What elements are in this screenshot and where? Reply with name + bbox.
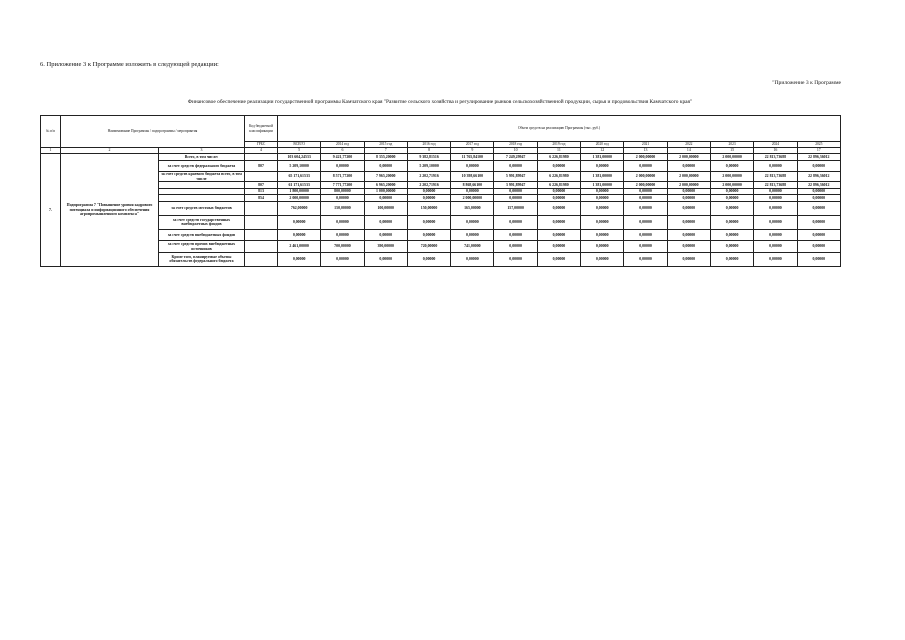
row-grbs <box>245 229 278 241</box>
value-cell: 7 771,77200 <box>321 182 364 189</box>
financing-table <box>40 115 841 267</box>
row-grbs: 854 <box>245 195 278 202</box>
value-cell: 0,00000 <box>537 160 580 172</box>
table-row <box>41 182 841 189</box>
row-label <box>159 182 245 189</box>
value-cell: 0,00000 <box>278 252 321 266</box>
row-label: за счет средств внебюджетных фондов <box>159 229 245 241</box>
row-label: за счет средств местных бюджетов <box>159 201 245 215</box>
value-cell: 0,00000 <box>624 201 667 215</box>
row-grbs <box>245 215 278 229</box>
header-num: № п/п <box>41 116 61 148</box>
header-year: 2020 год <box>581 142 624 148</box>
value-cell: 0,00000 <box>754 188 797 195</box>
column-number: 4 <box>245 148 278 154</box>
row-label: за счет средств прочих внебюджетных источников <box>159 241 245 253</box>
value-cell: 0,00000 <box>581 195 624 202</box>
value-cell: 0,00000 <box>797 201 840 215</box>
value-cell: 2 000,00000 <box>710 172 753 182</box>
value-cell: 0,00000 <box>581 215 624 229</box>
value-cell: 2 000,00000 <box>624 182 667 189</box>
value-cell: 11 765,84100 <box>451 154 494 161</box>
header-code: Код бюджетной классификации <box>245 116 278 142</box>
value-cell: 22 896,36012 <box>797 172 840 182</box>
value-cell: 3 991,89947 <box>494 182 537 189</box>
value-cell: 0,00000 <box>581 188 624 195</box>
table-row <box>41 229 841 241</box>
value-cell: 0,00000 <box>710 195 753 202</box>
value-cell: 0,00000 <box>624 252 667 266</box>
value-cell: 390,00000 <box>364 241 407 253</box>
value-cell: 6 226,81980 <box>537 182 580 189</box>
value-cell: 0,00000 <box>710 201 753 215</box>
value-cell: 0,00000 <box>667 241 710 253</box>
value-cell: 0,00000 <box>537 252 580 266</box>
row-label: за счет средств государственных внебюджетных фондов <box>159 215 245 229</box>
value-cell: 150,00000 <box>407 201 450 215</box>
column-number: 11 <box>537 148 580 154</box>
table-row <box>41 215 841 229</box>
value-cell: 22 813,73688 <box>754 154 797 161</box>
value-cell: 2 202,71916 <box>407 172 450 182</box>
value-cell: 0,00000 <box>364 252 407 266</box>
value-cell: 2 000,00000 <box>710 154 753 161</box>
value-cell: 22 813,73688 <box>754 172 797 182</box>
value-cell: 700,00000 <box>321 241 364 253</box>
header-name: Наименование Программы / подпрограммы / мероприятия <box>61 116 245 148</box>
header-year: 2025 <box>797 142 840 148</box>
header-year: 2021 <box>624 142 667 148</box>
value-cell: 0,00000 <box>581 201 624 215</box>
value-cell: 0,00000 <box>667 160 710 172</box>
value-cell: 0,00000 <box>754 215 797 229</box>
column-number: 6 <box>321 148 364 154</box>
value-cell: 6 965,20000 <box>364 182 407 189</box>
value-cell: 0,00000 <box>407 215 450 229</box>
value-cell: 0,00000 <box>667 201 710 215</box>
row-label <box>159 188 245 195</box>
table-row <box>41 188 841 195</box>
value-cell: 0,00000 <box>667 229 710 241</box>
value-cell: 2 000,00000 <box>710 182 753 189</box>
row-label: за счет средств краевого бюджета всего, в том числе <box>159 172 245 182</box>
value-cell: 2 000,00000 <box>278 195 321 202</box>
value-cell: 0,00000 <box>754 252 797 266</box>
value-cell: 0,00000 <box>581 160 624 172</box>
row-grbs: 813 <box>245 188 278 195</box>
column-number: 12 <box>581 148 624 154</box>
value-cell: 100,00000 <box>364 201 407 215</box>
value-cell: 0,00000 <box>537 241 580 253</box>
value-cell: 61 171,61533 <box>278 182 321 189</box>
value-cell: 1 381,00000 <box>581 154 624 161</box>
header-year: 2024 <box>754 142 797 148</box>
value-cell: 0,00000 <box>624 188 667 195</box>
row-grbs <box>245 252 278 266</box>
value-cell: 741,00000 <box>451 241 494 253</box>
value-cell: 0,00000 <box>494 252 537 266</box>
value-cell: 0,00000 <box>451 229 494 241</box>
row-label: Всего, в том числе: <box>159 154 245 161</box>
value-cell: 0,00000 <box>364 160 407 172</box>
value-cell: 0,00000 <box>537 201 580 215</box>
value-cell: 0,00000 <box>797 252 840 266</box>
value-cell: 0,00000 <box>451 252 494 266</box>
value-cell: 0,00000 <box>754 201 797 215</box>
header-year: 2022 <box>667 142 710 148</box>
value-cell: 0,00000 <box>624 229 667 241</box>
value-cell: 0,00000 <box>624 195 667 202</box>
value-cell: 0,00000 <box>797 160 840 172</box>
header-year: 2016 год <box>407 142 450 148</box>
value-cell: 0,00000 <box>407 195 450 202</box>
value-cell: 0,00000 <box>451 160 494 172</box>
value-cell: 0,00000 <box>797 215 840 229</box>
row-grbs <box>245 154 278 161</box>
appendix-label: "Приложение 3 к Программе <box>772 80 841 86</box>
value-cell: 0,00000 <box>581 241 624 253</box>
table-row <box>41 201 841 215</box>
header-year: 2017 год <box>451 142 494 148</box>
value-cell: 9 382,81516 <box>407 154 450 161</box>
value-cell: 0,00000 <box>624 241 667 253</box>
header-year: 2018 год <box>494 142 537 148</box>
value-cell: 0,00000 <box>667 188 710 195</box>
header-grbs: ГРБС <box>245 142 278 148</box>
value-cell: 0,00000 <box>494 195 537 202</box>
value-cell: 150,00000 <box>321 201 364 215</box>
value-cell: 800,00000 <box>321 188 364 195</box>
value-cell: 0,00000 <box>710 252 753 266</box>
value-cell: 8 355,20000 <box>364 154 407 161</box>
value-cell: 0,00000 <box>667 195 710 202</box>
column-number: 14 <box>667 148 710 154</box>
value-cell: 0,00000 <box>364 215 407 229</box>
value-cell: 2 000,00000 <box>624 154 667 161</box>
column-number: 15 <box>710 148 753 154</box>
value-cell: 0,00000 <box>537 195 580 202</box>
value-cell: 0,00000 <box>321 160 364 172</box>
value-cell: 0,00000 <box>797 188 840 195</box>
intro-text: 6. Приложение 3 к Программе изложить в следующей редакции: <box>40 61 219 68</box>
value-cell: 8 868,66100 <box>451 182 494 189</box>
value-cell: 165,00000 <box>451 201 494 215</box>
value-cell: 6 226,81980 <box>537 172 580 182</box>
value-cell: 7 965,20000 <box>364 172 407 182</box>
row-grbs <box>245 201 278 215</box>
value-cell: 1 800,00000 <box>278 188 321 195</box>
row-grbs: 807 <box>245 160 278 172</box>
value-cell: 0,00000 <box>321 229 364 241</box>
header-year: 2023 <box>710 142 753 148</box>
row-grbs: 807 <box>245 182 278 189</box>
value-cell: 0,00000 <box>710 229 753 241</box>
value-cell: 0,00000 <box>710 188 753 195</box>
column-number: 5 <box>278 148 321 154</box>
value-cell: 0,00000 <box>754 229 797 241</box>
value-cell: 1 381,00000 <box>581 182 624 189</box>
value-cell: 0,00000 <box>710 160 753 172</box>
value-cell: 0,00000 <box>710 215 753 229</box>
value-cell: 0,00000 <box>321 215 364 229</box>
value-cell: 5 209,10000 <box>407 160 450 172</box>
value-cell: 5 991,89947 <box>494 172 537 182</box>
value-cell: 8 571,77200 <box>321 172 364 182</box>
row-label: Кроме того, планируемые объемы обязательств федерального бюджета <box>159 252 245 266</box>
value-cell: 0,00000 <box>537 229 580 241</box>
value-cell: 2 000,00000 <box>667 172 710 182</box>
header-year: ВСЕГО <box>278 142 321 148</box>
value-cell: 1 000,00000 <box>364 188 407 195</box>
value-cell: 9 421,77200 <box>321 154 364 161</box>
row-grbs <box>245 172 278 182</box>
value-cell: 0,00000 <box>451 215 494 229</box>
value-cell: 2 000,00000 <box>624 172 667 182</box>
value-cell: 7 249,29947 <box>494 154 537 161</box>
row-label: за счет средств федерального бюджета <box>159 160 245 172</box>
table-row <box>41 154 841 161</box>
column-number: 10 <box>494 148 537 154</box>
header-year: 2015 год <box>364 142 407 148</box>
value-cell: 0,00000 <box>321 195 364 202</box>
value-cell: 0,00000 <box>537 188 580 195</box>
header-year: 2014 год <box>321 142 364 148</box>
column-number: 17 <box>797 148 840 154</box>
table-row <box>41 195 841 202</box>
value-cell: 0,00000 <box>407 188 450 195</box>
column-number: 2 <box>61 148 159 154</box>
column-number: 16 <box>754 148 797 154</box>
value-cell: 1 381,00000 <box>581 172 624 182</box>
section-name: Подпрограмма 7 "Повышение уровня кадрового потенциала и информационного обеспечения агропромышленного комплекса" <box>61 154 159 267</box>
header-volume: Объем средств на реализацию Программы (тыс. руб.) <box>278 116 841 142</box>
value-cell: 0,00000 <box>451 188 494 195</box>
value-cell: 6 226,81980 <box>537 154 580 161</box>
value-cell: 0,00000 <box>797 229 840 241</box>
section-number: 7. <box>41 154 61 267</box>
value-cell: 2 202,71916 <box>407 182 450 189</box>
value-cell: 5 209,10000 <box>278 160 321 172</box>
table-row <box>41 252 841 266</box>
value-cell: 0,00000 <box>321 252 364 266</box>
column-number: 3 <box>159 148 245 154</box>
row-grbs <box>245 241 278 253</box>
value-cell: 0,00000 <box>710 241 753 253</box>
table-row <box>41 160 841 172</box>
value-cell: 2 000,00000 <box>667 154 710 161</box>
value-cell: 103 604,24533 <box>278 154 321 161</box>
value-cell: 0,00000 <box>494 215 537 229</box>
value-cell: 0,00000 <box>407 229 450 241</box>
value-cell: 0,00000 <box>667 215 710 229</box>
value-cell: 0,00000 <box>797 241 840 253</box>
header-year: 2019 год <box>537 142 580 148</box>
value-cell: 0,00000 <box>581 252 624 266</box>
value-cell: 0,00000 <box>667 252 710 266</box>
value-cell: 0,00000 <box>278 229 321 241</box>
value-cell: 0,00000 <box>494 229 537 241</box>
value-cell: 0,00000 <box>364 195 407 202</box>
value-cell: 22 896,36012 <box>797 154 840 161</box>
column-number: 1 <box>41 148 61 154</box>
column-number: 13 <box>624 148 667 154</box>
value-cell: 0,00000 <box>494 188 537 195</box>
value-cell: 0,00000 <box>364 229 407 241</box>
row-label <box>159 195 245 202</box>
value-cell: 2 000,00000 <box>451 195 494 202</box>
value-cell: 720,00000 <box>407 241 450 253</box>
value-cell: 2 000,00000 <box>667 182 710 189</box>
header-row <box>41 116 841 142</box>
table-row <box>41 241 841 253</box>
value-cell: 22 896,36012 <box>797 182 840 189</box>
document-title: Финансовое обеспечение реализации государственной программы Камчатского края "Развитие сельского хозяйства и регулирование рынков сельскохозяйственной продукции, сырья и продовольствия Камчатского края" <box>187 99 693 105</box>
value-cell: 0,00000 <box>494 160 537 172</box>
table-row <box>41 172 841 182</box>
value-cell: 0,00000 <box>537 215 580 229</box>
value-cell: 2 461,00000 <box>278 241 321 253</box>
value-cell: 0,00000 <box>278 215 321 229</box>
value-cell: 0,00000 <box>624 160 667 172</box>
value-cell: 0,00000 <box>754 241 797 253</box>
value-cell: 0,00000 <box>797 195 840 202</box>
value-cell: 0,00000 <box>754 195 797 202</box>
column-number: 9 <box>451 148 494 154</box>
value-cell: 65 171,61533 <box>278 172 321 182</box>
value-cell: 0,00000 <box>407 252 450 266</box>
value-cell: 22 813,73688 <box>754 182 797 189</box>
column-number: 7 <box>364 148 407 154</box>
value-cell: 0,00000 <box>754 160 797 172</box>
value-cell: 0,00000 <box>624 215 667 229</box>
value-cell: 10 398,66100 <box>451 172 494 182</box>
value-cell: 0,00000 <box>494 241 537 253</box>
column-number: 8 <box>407 148 450 154</box>
value-cell: 762,00000 <box>278 201 321 215</box>
value-cell: 157,00000 <box>494 201 537 215</box>
value-cell: 0,00000 <box>581 229 624 241</box>
